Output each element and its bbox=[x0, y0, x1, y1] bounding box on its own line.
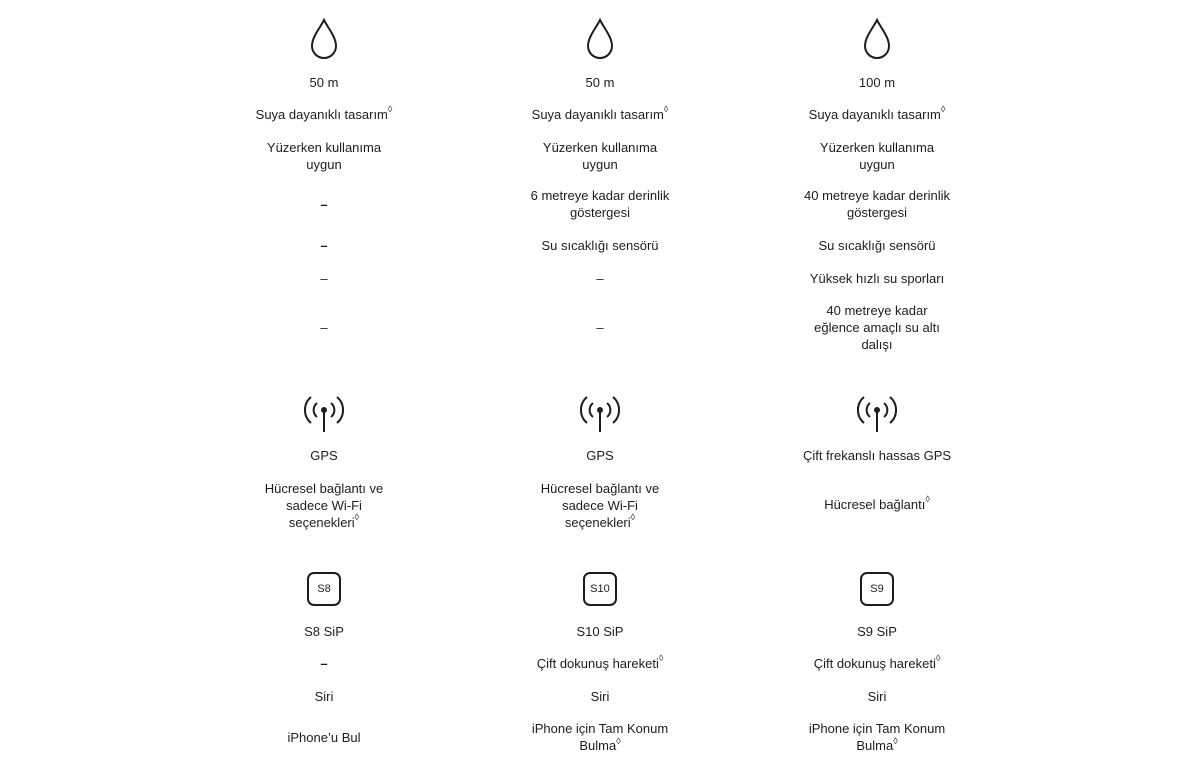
chip-icon-label: S8 bbox=[307, 572, 341, 606]
depth-gauge: 40 metreye kadar derinlik göstergesi bbox=[804, 188, 950, 220]
chip-name: S8 SiP bbox=[304, 623, 344, 639]
recreational-diving: – bbox=[320, 319, 328, 335]
water-drop-icon bbox=[209, 18, 439, 62]
swim-proof: Yüzerken kullanıma uygun bbox=[542, 140, 658, 172]
double-tap-gesture: Çift dokunuş hareketi◊ bbox=[813, 653, 941, 671]
high-speed-water-sports: – bbox=[320, 270, 328, 286]
water-drop-icon bbox=[485, 18, 715, 62]
double-tap-gesture: – bbox=[320, 655, 328, 671]
find-iphone: iPhone’u Bul bbox=[287, 729, 361, 745]
water-design: Suya dayanıklı tasarım◊ bbox=[531, 104, 669, 122]
siri: Siri bbox=[590, 688, 610, 704]
water-depth-rating: 50 m bbox=[309, 74, 339, 90]
cellular-options: Hücresel bağlantı ve sadece Wi-Fi seçenekleri◊ bbox=[264, 480, 384, 530]
find-iphone: iPhone için Tam Konum Bulma◊ bbox=[531, 721, 669, 753]
water-temperature-sensor: Su sıcaklığı sensörü bbox=[541, 237, 659, 253]
chip-icon bbox=[209, 572, 439, 606]
siri: Siri bbox=[314, 688, 334, 704]
depth-gauge: 6 metreye kadar derinlik göstergesi bbox=[530, 188, 670, 220]
water-depth-rating: 50 m bbox=[585, 74, 615, 90]
depth-gauge: – bbox=[320, 196, 328, 212]
high-speed-water-sports: Yüksek hızlı su sporları bbox=[809, 270, 945, 286]
chip-icon bbox=[485, 572, 715, 606]
water-temperature-sensor: Su sıcaklığı sensörü bbox=[818, 237, 936, 253]
water-drop-icon bbox=[762, 18, 992, 62]
high-speed-water-sports: – bbox=[596, 270, 604, 286]
chip-icon-label: S10 bbox=[583, 572, 617, 606]
recreational-diving: – bbox=[596, 319, 604, 335]
antenna-icon bbox=[485, 392, 715, 434]
swim-proof: Yüzerken kullanıma uygun bbox=[266, 140, 382, 172]
antenna-icon bbox=[209, 392, 439, 434]
chip-icon bbox=[762, 572, 992, 606]
swim-proof: Yüzerken kullanıma uygun bbox=[819, 140, 935, 172]
chip-icon-label: S9 bbox=[860, 572, 894, 606]
water-temperature-sensor: – bbox=[320, 237, 328, 253]
water-depth-rating: 100 m bbox=[858, 74, 896, 90]
gps: Çift frekanslı hassas GPS bbox=[802, 447, 952, 463]
cellular-options: Hücresel bağlantı◊ bbox=[824, 494, 930, 512]
gps: GPS bbox=[310, 447, 338, 463]
water-design: Suya dayanıklı tasarım◊ bbox=[808, 104, 946, 122]
water-design: Suya dayanıklı tasarım◊ bbox=[255, 104, 393, 122]
double-tap-gesture: Çift dokunuş hareketi◊ bbox=[536, 653, 664, 671]
antenna-icon bbox=[762, 392, 992, 434]
recreational-diving: 40 metreye kadar eğlence amaçlı su altı dalışı bbox=[814, 302, 940, 352]
gps: GPS bbox=[586, 447, 614, 463]
chip-name: S9 SiP bbox=[857, 623, 897, 639]
siri: Siri bbox=[867, 688, 887, 704]
chip-name: S10 SiP bbox=[576, 623, 624, 639]
find-iphone: iPhone için Tam Konum Bulma◊ bbox=[808, 721, 946, 753]
cellular-options: Hücresel bağlantı ve sadece Wi-Fi seçenekleri◊ bbox=[540, 480, 660, 530]
